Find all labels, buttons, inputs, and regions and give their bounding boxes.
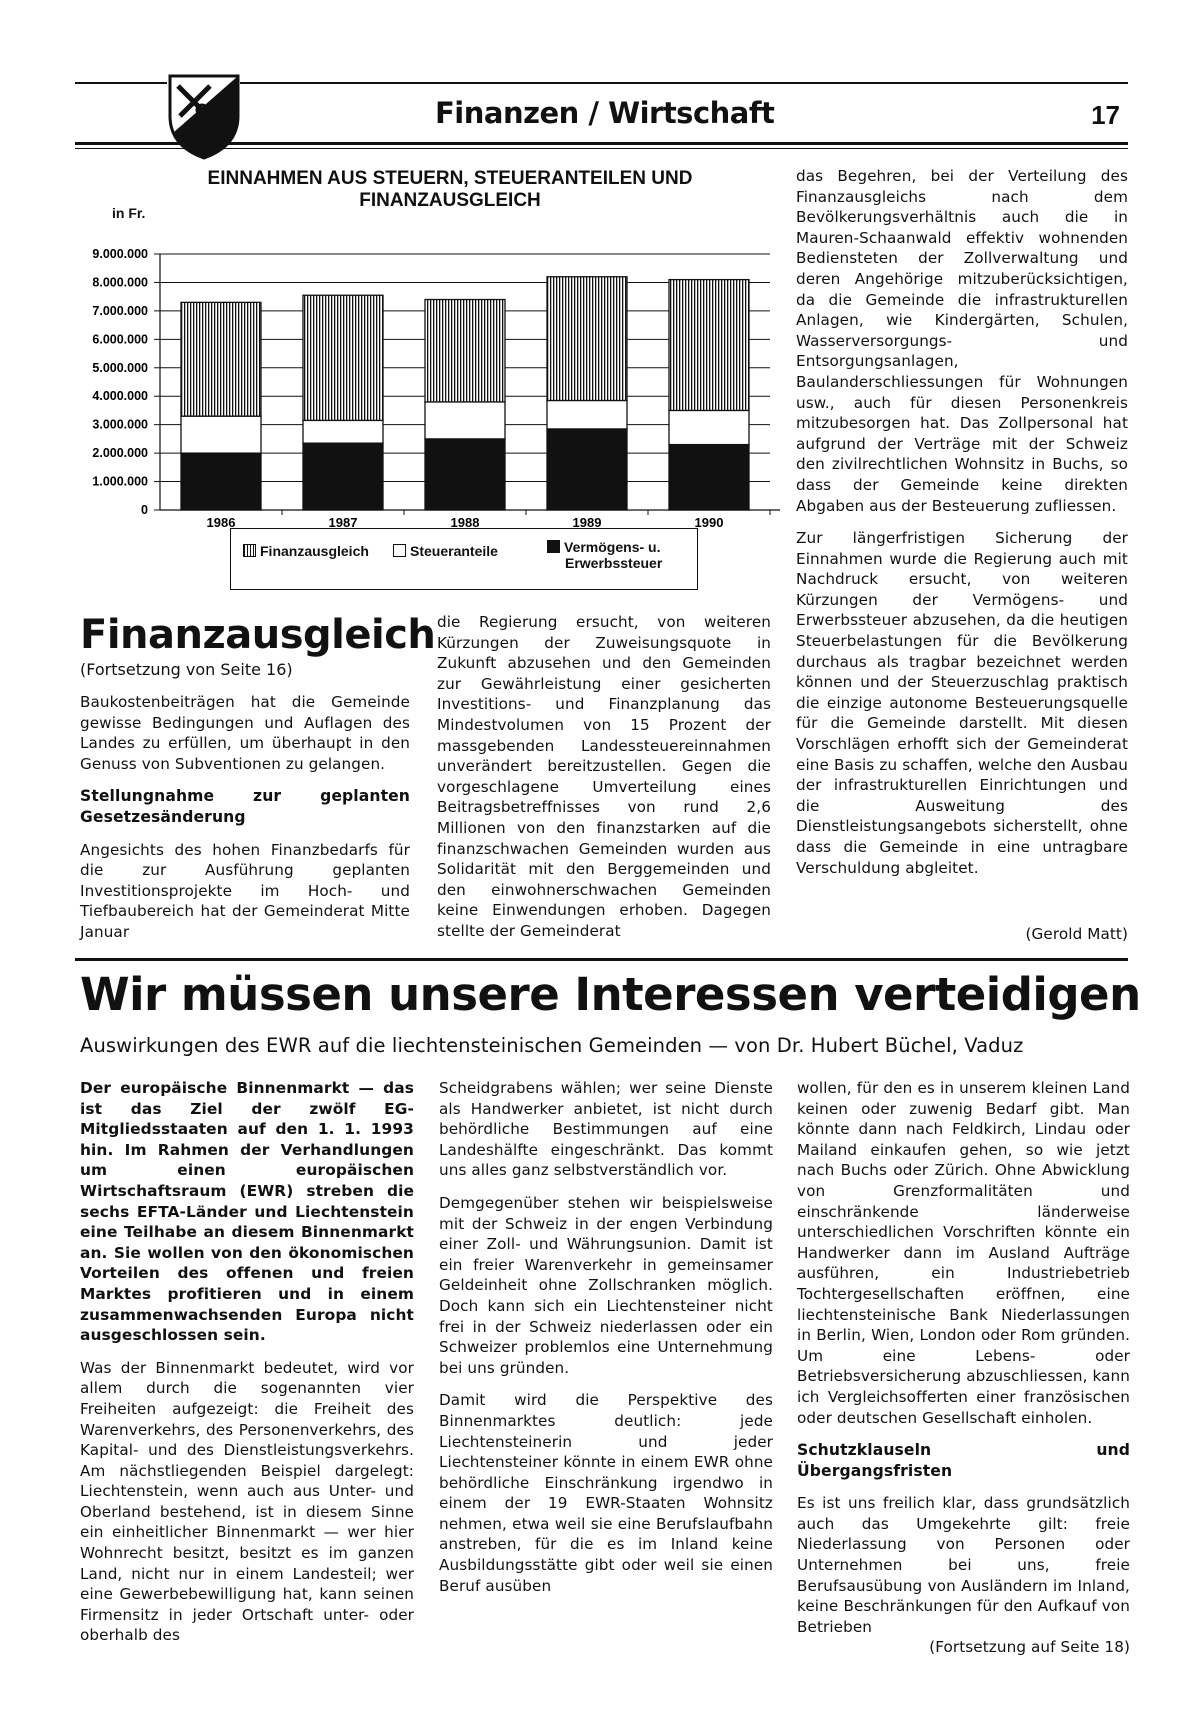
bar-segment — [181, 302, 261, 416]
bar-segment — [547, 400, 627, 428]
article2-title: Wir müssen unsere Interessen verteidigen — [80, 968, 1141, 1021]
article-title: Finanzausgleich — [80, 612, 436, 658]
article-divider — [75, 958, 1128, 961]
header-rule-top — [75, 82, 167, 84]
article1-column-2 — [437, 612, 771, 954]
paragraph: das Begehren, bei der Verteilung des Finanzausgleichs nach dem Bevölkerungsverhältnis auch die in Mauren-Schaanwald effektiv wohnenden Bediensteten der Zollverwaltung und deren Angehörige mitzuberücksichtigen, da die Gemeinde die infrastrukturellen Anlagen, wie Kindergärten, Schulen, Wasserversorgungs- und Entsorgungsanlagen, Baulanderschliessungen für Wohnungen usw., auch für diesen Personenkreis mitzubesorgen hat. Das Zollpersonal hat aufgrund der Verträge mit der Schweiz den zivilrechtlichen Wohnsitz in Buchs, so dass der Gemeinde keine direkten Abgaben aus der Besteuerung zufliessen. — [796, 167, 1128, 515]
article2-column-1 — [80, 1078, 414, 1658]
paragraph: Damit wird die Perspektive des Binnenmarktes deutlich: jede Liechtensteinerin und jeder Liechtensteiner könnte in einem EWR ohne behördliche Einschränkung irgendwo in einem der 19 EWR-Staaten Wohnsitz nehmen, etwa weil sie eine Berufslaufbahn anstreben, für die es im Inland keine Ausbildungsstätte gibt oder weil sie einen Beruf ausüben — [439, 1391, 773, 1595]
y-tick-label: 3.000.000 — [92, 417, 148, 432]
legend-label: Finanzausgleich — [260, 543, 369, 559]
paragraph: Angesichts des hohen Finanzbedarfs für die zur Ausführung geplanten Investitionsprojekte im Hoch- und Tiefbaubereich hat der Gemeinderat Mitte Januar — [80, 840, 410, 941]
paragraph: Demgegenüber stehen wir beispielsweise mit der Schweiz in der engen Verbindung einer Zoll- und Währungsunion. Damit ist ein freier Warenverkehr in gemeinsamer Geldeinheit ohne Zollschranken möglich. Doch kann sich ein Liechtensteiner nicht frei in der Schweiz niederlassen oder ein Schweizer problemlos eine Unternehmung bei uns gründen. — [439, 1193, 773, 1377]
bar-segment — [425, 439, 505, 510]
legend-label: Steueranteile — [410, 543, 498, 559]
stacked-bar-chart — [70, 240, 780, 530]
x-tick-label: 1989 — [572, 515, 602, 530]
bar-segment — [303, 443, 383, 510]
x-tick-label: 1988 — [450, 515, 480, 530]
bar-segment — [425, 300, 505, 402]
article1-author: (Gerold Matt) — [1025, 925, 1128, 943]
y-tick-label: 8.000.000 — [92, 275, 148, 290]
legend-vermoegenssteuer — [547, 539, 662, 571]
paragraph: wollen, für den es in unserem kleinen Land keinen oder zuwenig Bedarf gibt. Man könnte dann nach Feldkirch, Lindau oder Mailand einkaufen gehen, so wie jetzt nach Buchs oder Zürich. Ohne Abwicklung von Grenzformalitäten und einschränkende länderweise unterschiedlichen Vorschriften könnte ein Handwerker dann im Ausland Aufträge ausführen, ein Industriebetrieb Tochtergesellschaften eröffnen, eine liechtensteinische Bank Niederlassungen in Berlin, Wien, London oder Rom gründen. Um eine Lebens- oder Betriebsversicherung abzuschliessen, kann ich Vergleichsofferten einer französischen oder deutschen Gesellschaft einholen. — [797, 1079, 1130, 1427]
x-tick-label: 1990 — [694, 515, 724, 530]
y-tick-label: 4.000.000 — [92, 389, 148, 404]
paragraph: Scheidgrabens wählen; wer seine Dienste als Handwerker anbietet, ist nicht durch behördliche Bestimmungen auf eine Landeshälfte eingeschränkt. Das kommt uns alles ganz selbstverständlich vor. — [439, 1079, 773, 1180]
bar-segment — [669, 445, 749, 510]
subheading: Schutzklauseln und Übergangsfristen — [797, 1441, 1130, 1480]
header-rule-top-right — [240, 82, 1128, 84]
article1-column-3 — [796, 166, 1128, 890]
paragraph: die Regierung ersucht, von weiteren Kürzungen der Zuweisungsquote in Zukunft abzusehen und den Gemeinden zur Gewährleistung einer gesicherten Investitions- und Finanzplanung das Mindestvolumen von 15 Prozent der massgebenden Landessteuereinnahmen unverändert bereitzustellen. Gegen die vorgeschlagene Umverteilung eines Beitragsbetreffnisses von rund 2,6 Millionen von den finanzstarken auf die finanzschwachen Gemeinden wurden aus Solidarität mit den Berggemeinden und den einwohnerschwachen Gemeinden keine Einwendungen erhoben. Dagegen stellte der Gemeinderat — [437, 613, 771, 940]
bar-segment — [425, 402, 505, 439]
subheading: Stellungnahme zur geplanten Gesetzesänderung — [80, 787, 410, 826]
article2-column-3 — [797, 1078, 1130, 1658]
bar-segment — [669, 280, 749, 411]
paragraph: Es ist uns freilich klar, dass grundsätzlich auch das Umgekehrte gilt: freie Niederlassung von Personen oder Unternehmen bei uns, freie Berufsausübung von Ausländern im Inland, keine Beschränkungen für den Aufkauf von Betrieben — [797, 1494, 1130, 1636]
bar-segment — [547, 277, 627, 401]
legend-finanzausgleich — [243, 543, 369, 559]
bar-segment — [303, 420, 383, 443]
chart-legend — [230, 528, 698, 590]
bar-segment — [303, 295, 383, 420]
legend-swatch-black-icon — [547, 540, 560, 553]
y-tick-label: 0 — [141, 503, 148, 517]
y-tick-label: 1.000.000 — [92, 474, 148, 489]
bar-segment — [181, 416, 261, 453]
y-tick-label: 2.000.000 — [92, 446, 148, 461]
legend-swatch-white-icon — [393, 544, 406, 557]
chart-y-unit: in Fr. — [112, 205, 146, 221]
y-tick-label: 7.000.000 — [92, 303, 148, 318]
paragraph: Baukostenbeiträgen hat die Gemeinde gewisse Bedingungen und Auflagen des Landes zu erfüllen, um überhaupt in den Genuss von Subventionen zu gelangen. — [80, 693, 410, 773]
x-tick-label: 1986 — [206, 515, 236, 530]
continued-note: (Fortsetzung von Seite 16) — [80, 660, 293, 679]
y-tick-label: 5.000.000 — [92, 360, 148, 375]
page-number: 17 — [1091, 100, 1120, 130]
bar-segment — [547, 429, 627, 510]
chart-title: EINNAHMEN AUS STEUERN, STEUERANTEILEN UND FINANZAUSGLEICH — [207, 168, 693, 211]
bar-segment — [669, 410, 749, 444]
continued-note: (Fortsetzung auf Seite 18) — [929, 1638, 1130, 1657]
paragraph: Was der Binnenmarkt bedeutet, wird vor allem durch die sogenannten vier Freiheiten aufgezeigt: die Freiheit des Warenverkehrs, des Personenverkehrs, des Kapital- und des Dienstleistungsverkehrs. Am nächstliegenden Beispiel dargelegt: Liechtenstein, wenn auch aus Unter- und Oberland bestehend, ist in diesem Sinne ein einheitlicher Binnenmarkt — wer hier Wohnrecht besitzt, besitzt es im ganzen Land, nicht nur in einem Landesteil; wer eine Gewerbebewilligung hat, kann seinen Firmensitz in jeder Ortschaft unter- oder oberhalb des — [80, 1358, 414, 1645]
article1-column-1 — [80, 692, 410, 955]
lead-paragraph: Der europäische Binnenmarkt — das ist das Ziel der zwölf EG-Mitgliedsstaaten auf den 1. 1. 1993 hin. Im Rahmen der Verhandlungen um einen europäischen Wirtschaftsraum (EWR) streben die sechs EFTA-Länder und Liechtenstein eine Teilhabe an diesem Binnenmarkt an. Sie wollen von den ökonomischen Vorteilen des offenen und freien Marktes profitieren und in einem zusammenwachsenden Europa nicht ausgeschlossen sein. — [80, 1079, 414, 1345]
y-tick-label: 6.000.000 — [92, 332, 148, 347]
municipal-crest-icon — [168, 74, 240, 160]
bar-segment — [181, 453, 261, 510]
x-tick-label: 1987 — [328, 515, 358, 530]
legend-label: Vermögens- u. — [564, 539, 661, 555]
section-title: Finanzen / Wirtschaft — [435, 96, 775, 130]
y-tick-label: 9.000.000 — [92, 247, 148, 261]
article2-column-2 — [439, 1078, 773, 1608]
article2-subtitle: Auswirkungen des EWR auf die liechtensteinischen Gemeinden — von Dr. Hubert Büchel, Vaduz — [80, 1034, 1024, 1057]
legend-swatch-hatched-icon — [243, 544, 256, 557]
legend-label: Erwerbssteuer — [565, 555, 663, 571]
legend-steueranteile — [393, 543, 498, 559]
paragraph: Zur längerfristigen Sicherung der Einnahmen wurde die Regierung auch mit Nachdruck ersucht, von weiteren Kürzungen der Vermögens- und Erwerbssteuer abzusehen, da die heutigen Steuerbelastungen für die Bevölkerung durchaus als tragbar bezeichnet werden können und der Steuerzuschlag praktisch die einzige autonome Besteuerungsquelle für die Gemeinde darstellt. Mit diesen Vorschlägen erhofft sich der Gemeinderat eine Basis zu schaffen, welche den Ausbau der infrastrukturellen Einrichtungen und die Ausweitung des Dienstleistungsangebots sicherstellt, ohne dass die Gemeinde in eine untragbare Verschuldung abgleitet. — [796, 529, 1128, 877]
